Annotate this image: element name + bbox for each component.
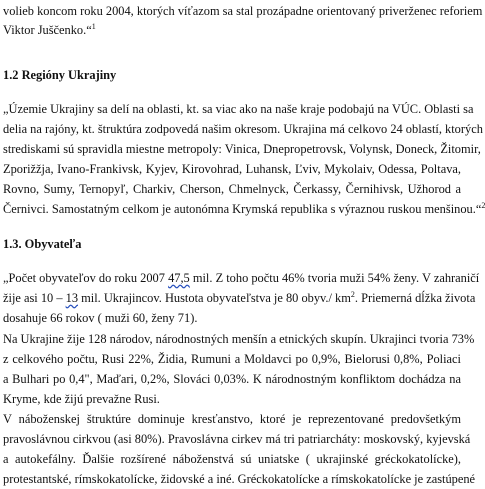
population-p3-line-3 [3, 451, 461, 467]
p3-line-1-text: V náboženskej štruktúre dominuje kresťanstvo, ktoré je reprezentované predovšetkým [3, 412, 461, 426]
p1-line-1-number: 47,5 [168, 271, 190, 285]
population-p3-line-4 [3, 471, 476, 487]
p2-line-3-text: a Bulhari po 0,4", Maďari, 0,2%, Slováci 0,03%. K národnostným konfliktom dochádza na [3, 372, 461, 386]
p1-line-2-superscript: 2 [350, 290, 355, 299]
population-p1-line-1 [3, 270, 480, 286]
intro-line-1 [3, 3, 483, 19]
p1-line-2-part-c: mil. Ukrajincov. Hustota obyvateľstva je 80 obyv./ km [78, 291, 351, 305]
regions-line-5-text: Rovno, Sumy, Ternopyľ, Charkiv, Cherson, Chmelnyck, Čerkassy, Černihivsk, Užhorod a [3, 182, 461, 196]
intro-line-2-text: Viktor Juščenko.“ [3, 23, 92, 37]
regions-line-2 [3, 121, 483, 137]
regions-line-4-text: Zporižžja, Ivano-Frankivsk, Kyjev, Kirovohrad, Luhansk, Ľviv, Mykolaiv, Odessa, Poltava, [3, 162, 461, 176]
population-p2-line-3 [3, 371, 461, 387]
regions-line-1-text: „Územie Ukrajiny sa delí na oblasti, kt. sa viac ako na naše kraje podobajú na VÚC. Oblasti sa [3, 102, 474, 116]
section-heading-population: 1.3. Obyvateľa [3, 237, 82, 251]
population-p3-line-1 [3, 411, 461, 427]
regions-line-6 [3, 201, 485, 217]
p2-line-4-text: Kryme, kde žijú prevažne Rusi. [3, 392, 160, 406]
p2-line-1-text: Na Ukrajine žije 128 národov, národnostných menšín a etnických skupín. Ukrajinci tvoria 73% [3, 332, 475, 346]
regions-line-3 [3, 141, 481, 157]
footnote-ref-1[interactable]: 1 [91, 22, 96, 31]
footnote-ref-2[interactable]: 2 [481, 201, 485, 210]
p1-line-1-part-a: „Počet obyvateľov do roku 2007 [3, 271, 169, 285]
intro-line-2 [3, 22, 461, 38]
p3-line-4-text: protestantské, rímskokatolícke, židovské a iné. Gréckokatolícke a rímskokatolícke je zastúpené [3, 472, 476, 486]
p1-line-3-text: dosahuje 66 rokov ( muži 60, ženy 71). [3, 311, 198, 325]
p1-line-2-number: 13 [65, 291, 79, 305]
population-p1-line-3 [3, 310, 461, 326]
p1-line-1-part-c: mil. Z toho počtu 46% tvoria muži 54% ženy. V zahraničí [189, 271, 480, 285]
population-p2-line-1 [3, 331, 475, 347]
regions-line-3-text: strediskami sú spravidla miestne metropoly: Vinica, Dnepropetrovsk, Volynsk, Doneck, Žitomir, [3, 142, 481, 156]
population-p2-line-4 [3, 391, 461, 407]
population-p1-line-2 [3, 290, 476, 306]
p3-line-2-text: pravoslávnou cirkvou (asi 80%). Pravoslávna cirkev má tri patriarcháty: moskovský, kyjevská [3, 432, 471, 446]
p1-line-2-part-d: . Priemerná dĺžka života [354, 291, 476, 305]
population-p3-line-2 [3, 431, 471, 447]
intro-line-1-text: volieb koncom roku 2004, ktorých víťazom sa stal prozápadne orientovaný priverženec reforiem [3, 4, 483, 18]
population-p2-line-2 [3, 351, 461, 367]
p1-line-2-part-a: žije asi 10 – [3, 291, 66, 305]
p3-line-3-text: a autokefálny. Ďalšie rozšírené náboženstvá sú uniatske ( ukrajinské gréckokatolícke), [3, 452, 461, 466]
regions-line-4 [3, 161, 461, 177]
regions-line-5 [3, 181, 461, 197]
regions-line-6-text: Černivci. Samostatným celkom je autonómna Krymská republika s výraznou ruskou menšinou.“ [3, 202, 482, 216]
section-heading-regions: 1.2 Regióny Ukrajiny [3, 68, 117, 82]
regions-line-2-text: delia na rajóny, kt. štruktúra zodpovedá našim okresom. Ukrajina má celkovo 24 oblastí, ktorých [3, 122, 483, 136]
p2-line-2-text: z celkového počtu, Rusi 22%, Židia, Rumuni a Moldavci po 0,9%, Bielorusi 0,8%, Poliaci [3, 352, 461, 366]
regions-line-1 [3, 101, 474, 117]
